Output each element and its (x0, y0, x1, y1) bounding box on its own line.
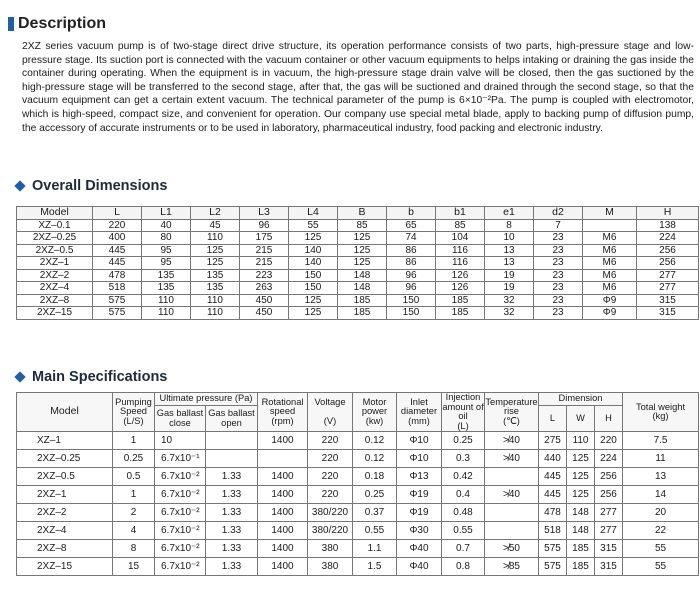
table-row (17, 450, 699, 468)
table-cell: 445 (539, 486, 567, 504)
table-cell: M6 (583, 282, 637, 295)
temp-unit: (℃) (503, 415, 520, 426)
table-cell: 223 (240, 269, 289, 282)
table-cell: 0.3 (442, 450, 485, 468)
table-cell: 185 (567, 558, 595, 576)
table-cell: 1400 (258, 468, 308, 486)
table-cell: 2XZ–4 (17, 522, 113, 540)
table-cell: 220 (595, 432, 623, 450)
table-cell: 0.25 (353, 486, 397, 504)
table-cell: Φ10 (397, 450, 442, 468)
table-cell: 2XZ–0.25 (17, 232, 93, 245)
rot-label: Rotational speed (261, 396, 304, 417)
table-cell: 13 (623, 468, 699, 486)
description-heading (8, 14, 106, 34)
table-cell: 6.7x10⁻² (155, 486, 206, 504)
dimensions-header-cell: e1 (485, 207, 534, 220)
table-cell: ≯40 (485, 486, 539, 504)
table-cell: 220 (308, 450, 353, 468)
table-cell: 96 (387, 282, 436, 295)
description-text: 2XZ series vacuum pump is of two-stage direct drive structure, its operation performance consists of two parts, high-pressure stage and low-pressure stage. Its suction port is connected with the vacuum container or other vacuum equipments to helps intaking or draining the gas inside the container during operating. When the equipment is in vacuum, the high-pressure stage drain valve will be closed, then the gas suctioned by the high-pressure stage will be transferred to the second stage, after that, the gas will be suctioned and drained through the second stage, so that the vacuum equipment can get a certain extent vacuum. The technical parameter of the pump is 6×10⁻²Pa. The pump is coupled with electromotor, which is high-speed, compact size, and convenient for operation. Our company use special metal blade, apply to backing pump of diffusion pump, the accessory of accurate instruments or to be used in laboratory, pharmaceutical industry, food packing and electronic industry. (22, 41, 694, 134)
table-cell: 23 (534, 307, 583, 320)
dimensions-header-cell: L2 (191, 207, 240, 220)
inlet-label: Inlet diameter (400, 396, 438, 417)
table-cell: 1 (113, 486, 155, 504)
dimensions-heading (16, 177, 167, 195)
table-cell: 185 (436, 294, 485, 307)
table-cell: 7.5 (623, 432, 699, 450)
col-injection-oil (442, 393, 485, 432)
table-cell: 220 (93, 219, 142, 232)
table-cell: Φ9 (583, 294, 637, 307)
table-cell: 23 (534, 294, 583, 307)
table-cell: 2XZ–4 (17, 282, 93, 295)
table-cell: 0.5 (113, 468, 155, 486)
table-cell: 575 (93, 307, 142, 320)
table-cell: Φ40 (397, 540, 442, 558)
inlet-unit: (mm) (408, 415, 430, 426)
table-cell: 1.33 (206, 504, 258, 522)
table-cell: 450 (240, 294, 289, 307)
table-cell: 0.12 (353, 432, 397, 450)
table-cell: 135 (142, 282, 191, 295)
table-cell: 6.7x10⁻¹ (155, 450, 206, 468)
col-gas-ballast-open: Gas ballast open (206, 406, 258, 432)
table-cell: 0.48 (442, 504, 485, 522)
table-cell: 55 (623, 540, 699, 558)
table-cell: 575 (539, 558, 567, 576)
table-cell: 175 (240, 232, 289, 245)
table-cell: 0.55 (353, 522, 397, 540)
table-cell: 0.7 (442, 540, 485, 558)
table-cell: 125 (191, 244, 240, 257)
table-cell: 45 (191, 219, 240, 232)
table-cell (485, 468, 539, 486)
table-cell: 125 (289, 232, 338, 245)
table-cell: 400 (93, 232, 142, 245)
table-cell: 478 (93, 269, 142, 282)
table-cell: 0.4 (442, 486, 485, 504)
table-cell: 2XZ–2 (17, 504, 113, 522)
table-cell: 110 (191, 294, 240, 307)
table-cell: 150 (387, 307, 436, 320)
table-cell: 0.18 (353, 468, 397, 486)
table-cell: 40 (142, 219, 191, 232)
table-cell: 440 (539, 450, 567, 468)
table-cell: 518 (93, 282, 142, 295)
table-cell: 445 (539, 468, 567, 486)
table-cell: 85 (338, 219, 387, 232)
table-cell: 1.33 (206, 486, 258, 504)
voltage-label: Voltage (314, 396, 346, 407)
col-temperature-rise (485, 393, 539, 432)
table-cell: 13 (485, 257, 534, 270)
table-cell: 104 (436, 232, 485, 245)
table-cell: 220 (308, 468, 353, 486)
table-cell: 277 (637, 282, 699, 295)
table-cell: 125 (567, 486, 595, 504)
col-model: Model (17, 393, 113, 432)
dimensions-header-cell: L (93, 207, 142, 220)
table-row (17, 504, 699, 522)
table-row (17, 468, 699, 486)
table-cell: 0.42 (442, 468, 485, 486)
table-cell: 15 (113, 558, 155, 576)
table-cell: 23 (534, 257, 583, 270)
dimensions-table (16, 206, 699, 320)
table-row (17, 257, 699, 270)
table-cell: M6 (583, 269, 637, 282)
table-cell: Φ9 (583, 307, 637, 320)
table-cell: XZ–1 (17, 432, 113, 450)
table-cell (206, 432, 258, 450)
table-cell: 2XZ–0.5 (17, 468, 113, 486)
table-cell: 575 (93, 294, 142, 307)
table-cell: 125 (338, 244, 387, 257)
section-marker-icon (8, 17, 14, 31)
table-cell: 32 (485, 294, 534, 307)
table-cell: 380/220 (308, 522, 353, 540)
table-cell: 6.7x10⁻² (155, 468, 206, 486)
table-cell: 95 (142, 244, 191, 257)
temp-label: Temperature rise (485, 396, 538, 417)
col-voltage (308, 393, 353, 432)
table-cell: 450 (240, 307, 289, 320)
table-cell: 2 (113, 504, 155, 522)
table-cell: ≯40 (485, 450, 539, 468)
table-cell (583, 219, 637, 232)
weight-unit: (kg) (652, 411, 669, 421)
table-cell: 19 (485, 269, 534, 282)
table-cell: 220 (308, 432, 353, 450)
table-cell: 116 (436, 257, 485, 270)
table-cell: 150 (289, 269, 338, 282)
table-cell: 65 (387, 219, 436, 232)
table-cell: 0.37 (353, 504, 397, 522)
table-cell: 86 (387, 244, 436, 257)
dimensions-header-cell: L1 (142, 207, 191, 220)
table-row (17, 269, 699, 282)
table-cell: M6 (583, 257, 637, 270)
table-cell: 518 (539, 522, 567, 540)
table-row (17, 282, 699, 295)
table-cell: 224 (595, 450, 623, 468)
table-cell: 20 (623, 504, 699, 522)
dimensions-header-cell: L3 (240, 207, 289, 220)
table-row (17, 540, 699, 558)
table-cell: 185 (338, 307, 387, 320)
dimensions-header-cell: B (338, 207, 387, 220)
table-cell: 2XZ–2 (17, 269, 93, 282)
table-cell: 110 (142, 294, 191, 307)
table-cell: 185 (567, 540, 595, 558)
table-cell: 14 (623, 486, 699, 504)
table-cell: 125 (567, 468, 595, 486)
table-cell: 148 (338, 282, 387, 295)
table-cell: 2XZ–15 (17, 558, 113, 576)
table-cell: 256 (595, 468, 623, 486)
table-cell: 126 (436, 269, 485, 282)
description-title: Description (18, 15, 107, 32)
table-cell: 140 (289, 244, 338, 257)
col-ultimate-pressure: Ultimate pressure (Pa) (155, 393, 258, 406)
table-cell: Φ10 (397, 432, 442, 450)
col-inlet-diameter (397, 393, 442, 432)
table-cell: 150 (289, 282, 338, 295)
table-cell: 185 (436, 307, 485, 320)
table-cell: 125 (191, 257, 240, 270)
table-cell (206, 450, 258, 468)
dimensions-header-cell: b (387, 207, 436, 220)
table-cell: 575 (539, 540, 567, 558)
table-cell: 1400 (258, 522, 308, 540)
table-cell: 2XZ–0.5 (17, 244, 93, 257)
table-cell: 1400 (258, 504, 308, 522)
table-cell: 0.8 (442, 558, 485, 576)
table-cell: 13 (485, 244, 534, 257)
table-cell: 10 (155, 432, 206, 450)
pumping-speed-label: Pumping Speed (115, 396, 152, 417)
table-cell: 23 (534, 282, 583, 295)
table-row (17, 522, 699, 540)
col-motor-power (353, 393, 397, 432)
table-cell: Φ30 (397, 522, 442, 540)
table-cell: 138 (637, 219, 699, 232)
motor-unit: (kw) (365, 415, 384, 426)
table-cell: M6 (583, 244, 637, 257)
table-cell: 148 (338, 269, 387, 282)
table-cell: 6.7x10⁻² (155, 522, 206, 540)
table-cell: 1.33 (206, 468, 258, 486)
table-cell: 125 (338, 232, 387, 245)
table-cell: 0.25 (442, 432, 485, 450)
table-cell: 380 (308, 558, 353, 576)
table-cell: ≯50 (485, 540, 539, 558)
table-cell: 32 (485, 307, 534, 320)
table-row (17, 486, 699, 504)
table-cell: 185 (338, 294, 387, 307)
table-cell: 10 (485, 232, 534, 245)
col-dim-w: W (567, 406, 595, 432)
table-cell: 478 (539, 504, 567, 522)
table-cell: 135 (191, 269, 240, 282)
voltage-unit: (V) (323, 415, 337, 426)
table-cell: 95 (142, 257, 191, 270)
table-cell: 110 (191, 307, 240, 320)
table-row (17, 558, 699, 576)
table-cell: 445 (93, 257, 142, 270)
table-row (17, 307, 699, 320)
table-cell: 148 (567, 504, 595, 522)
table-cell: 315 (595, 558, 623, 576)
table-cell: 2XZ–1 (17, 257, 93, 270)
injection-label: Injection amount of oil (442, 392, 484, 421)
table-cell: 256 (595, 486, 623, 504)
table-cell: 275 (539, 432, 567, 450)
col-dim-l: L (539, 406, 567, 432)
table-cell: 86 (387, 257, 436, 270)
table-cell: 125 (338, 257, 387, 270)
table-cell: 2XZ–8 (17, 540, 113, 558)
table-cell: 125 (567, 450, 595, 468)
table-cell: 2XZ–0.25 (17, 450, 113, 468)
table-cell: 277 (595, 522, 623, 540)
table-cell: 11 (623, 450, 699, 468)
table-cell: 0.55 (442, 522, 485, 540)
col-rotational-speed (258, 393, 308, 432)
table-cell: 2XZ–15 (17, 307, 93, 320)
dimensions-header-row (17, 207, 699, 220)
table-cell: 55 (289, 219, 338, 232)
table-cell: 4 (113, 522, 155, 540)
table-row (17, 244, 699, 257)
table-cell: 74 (387, 232, 436, 245)
table-cell: 315 (595, 540, 623, 558)
table-cell: 19 (485, 282, 534, 295)
table-cell: 116 (436, 244, 485, 257)
table-cell: 22 (623, 522, 699, 540)
table-cell: 110 (567, 432, 595, 450)
table-cell: 85 (436, 219, 485, 232)
table-cell: 220 (308, 486, 353, 504)
table-cell: 2XZ–1 (17, 486, 113, 504)
table-cell: 224 (637, 232, 699, 245)
table-cell: 126 (436, 282, 485, 295)
table-cell: 140 (289, 257, 338, 270)
table-cell: 277 (595, 504, 623, 522)
table-cell: 125 (289, 307, 338, 320)
table-cell: 1400 (258, 558, 308, 576)
table-cell: 315 (637, 294, 699, 307)
table-cell: 263 (240, 282, 289, 295)
table-cell: 6.7x10⁻² (155, 558, 206, 576)
table-row (17, 432, 699, 450)
specs-table (16, 392, 699, 576)
table-cell: 110 (191, 232, 240, 245)
table-cell: 135 (191, 282, 240, 295)
table-row (17, 232, 699, 245)
table-cell: 256 (637, 257, 699, 270)
table-cell: 1.5 (353, 558, 397, 576)
injection-unit: (L) (457, 420, 469, 431)
col-dimension: Dimension (539, 393, 623, 406)
table-cell: 2XZ–8 (17, 294, 93, 307)
table-cell: 55 (623, 558, 699, 576)
table-cell: 1400 (258, 432, 308, 450)
table-cell: 135 (142, 269, 191, 282)
dimensions-header-cell: Model (17, 207, 93, 220)
col-pumping-speed (113, 393, 155, 432)
table-cell: Φ19 (397, 486, 442, 504)
motor-label: Motor power (361, 396, 388, 417)
table-cell: 0.12 (353, 450, 397, 468)
table-cell: Φ40 (397, 558, 442, 576)
table-cell: 315 (637, 307, 699, 320)
table-cell: 0.25 (113, 450, 155, 468)
table-cell (485, 522, 539, 540)
table-cell: 380/220 (308, 504, 353, 522)
table-cell: 80 (142, 232, 191, 245)
table-cell: 23 (534, 244, 583, 257)
table-cell: ≯40 (485, 432, 539, 450)
col-total-weight (623, 393, 699, 432)
table-cell: 1.33 (206, 558, 258, 576)
table-cell: 23 (534, 269, 583, 282)
table-cell: 6.7x10⁻² (155, 540, 206, 558)
table-cell (258, 450, 308, 468)
rot-unit: (rpm) (271, 415, 294, 426)
dimensions-header-cell: H (637, 207, 699, 220)
table-row (17, 294, 699, 307)
table-cell: ≯85 (485, 558, 539, 576)
dimensions-header-cell: M (583, 207, 637, 220)
table-cell: 8 (485, 219, 534, 232)
table-cell: 8 (113, 540, 155, 558)
table-cell: 1.33 (206, 522, 258, 540)
table-cell: 6.7x10⁻² (155, 504, 206, 522)
table-cell: 1.33 (206, 540, 258, 558)
table-cell: 215 (240, 244, 289, 257)
table-cell: 380 (308, 540, 353, 558)
table-cell: 215 (240, 257, 289, 270)
table-cell: 148 (567, 522, 595, 540)
table-cell: 1400 (258, 486, 308, 504)
diamond-bullet-icon (14, 371, 25, 382)
table-cell: 23 (534, 232, 583, 245)
col-dim-h: H (595, 406, 623, 432)
table-cell (485, 504, 539, 522)
table-cell: Φ19 (397, 504, 442, 522)
table-cell: 1400 (258, 540, 308, 558)
table-cell: 1 (113, 432, 155, 450)
table-cell: 125 (289, 294, 338, 307)
table-cell: XZ–0.1 (17, 219, 93, 232)
table-row (17, 219, 699, 232)
dimensions-title: Overall Dimensions (32, 178, 168, 194)
table-cell: 110 (142, 307, 191, 320)
table-cell: 150 (387, 294, 436, 307)
table-cell: 7 (534, 219, 583, 232)
table-cell: Φ13 (397, 468, 442, 486)
table-cell: 96 (387, 269, 436, 282)
col-gas-ballast-close: Gas ballast close (155, 406, 206, 432)
table-cell: 277 (637, 269, 699, 282)
table-cell: 445 (93, 244, 142, 257)
table-cell: M6 (583, 232, 637, 245)
weight-label: Total weight (635, 401, 686, 412)
dimensions-header-cell: d2 (534, 207, 583, 220)
dimensions-header-cell: b1 (436, 207, 485, 220)
specs-heading (16, 368, 167, 386)
diamond-bullet-icon (14, 180, 25, 191)
specs-title: Main Specifications (32, 369, 168, 385)
table-cell: 256 (637, 244, 699, 257)
dimensions-header-cell: L4 (289, 207, 338, 220)
table-cell: 1.1 (353, 540, 397, 558)
table-cell: 96 (240, 219, 289, 232)
pumping-speed-unit: (L/S) (123, 415, 144, 426)
